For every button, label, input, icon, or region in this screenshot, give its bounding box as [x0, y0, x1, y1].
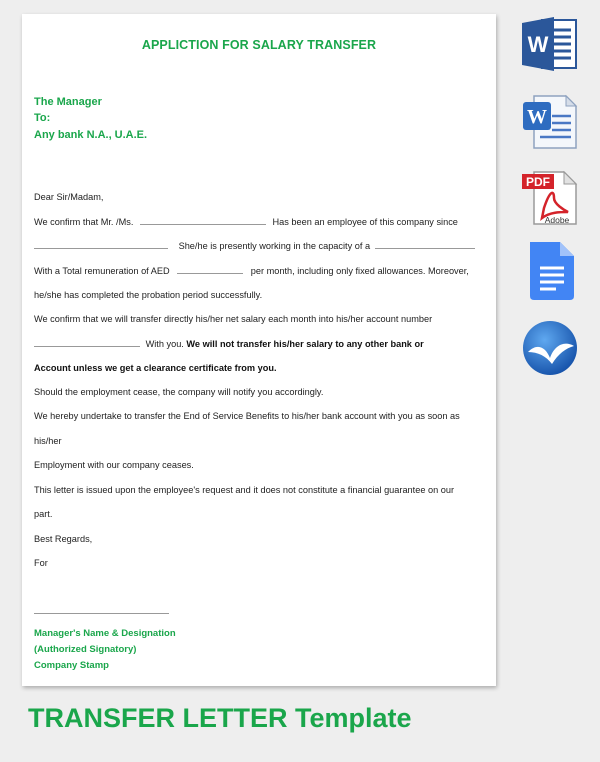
salutation: Dear Sir/Madam, — [34, 192, 104, 202]
body-line-9: We hereby undertake to transfer the End of Service Benefits to his/her bank account with you as soon as — [34, 411, 460, 421]
openoffice-icon[interactable] — [520, 318, 580, 378]
signature-line — [34, 613, 169, 614]
svg-text:W: W — [527, 32, 549, 57]
body-bold-text: We will not transfer his/her salary to any other bank or — [186, 339, 424, 349]
body-text: With a Total remuneration of AED — [34, 266, 170, 276]
body-text: per month, including only fixed allowances. Moreover, — [250, 266, 469, 276]
body-line-4: he/she has completed the probation period successfully. — [34, 290, 263, 300]
svg-text:PDF: PDF — [526, 175, 550, 189]
body-line-7: Account unless we get a clearance certificate from you. — [34, 363, 277, 373]
template-title: TRANSFER LETTER Template — [28, 703, 412, 733]
body-line-12: This letter is issued upon the employee's request and it does not constitute a financial guarantee on our — [34, 485, 455, 495]
recipient-line-2: To: — [34, 112, 51, 124]
body-line-13: part. — [34, 509, 53, 519]
for-line: For — [34, 558, 48, 568]
closing: Best Regards, — [34, 534, 93, 544]
position-blank — [375, 240, 475, 249]
account-number-blank — [34, 338, 140, 347]
pdf-icon[interactable] — [520, 168, 580, 228]
body-line-3 — [34, 265, 469, 276]
body-line-6 — [34, 338, 424, 349]
body-line-2 — [34, 240, 475, 251]
signature-role: (Authorized Signatory) — [34, 644, 137, 655]
body-line-1 — [34, 216, 458, 227]
body-line-11: Employment with our company ceases. — [34, 460, 194, 470]
body-line-10: his/her — [34, 436, 62, 446]
word-2003-icon[interactable] — [520, 92, 580, 152]
body-text: Has been an employee of this company since — [272, 217, 458, 227]
body-line-8: Should the employment cease, the company will notify you accordingly. — [34, 387, 324, 397]
employee-name-blank — [140, 216, 266, 225]
company-stamp: Company Stamp — [34, 660, 109, 671]
body-text: With you. — [145, 339, 184, 349]
document-page — [22, 14, 496, 686]
recipient-line-1: The Manager — [34, 96, 102, 108]
body-text: She/he is presently working in the capacity of a — [178, 241, 371, 251]
employment-date-blank — [34, 240, 168, 249]
svg-text:W: W — [527, 106, 547, 128]
remuneration-blank — [177, 265, 243, 274]
body-line-5: We confirm that we will transfer directly his/her net salary each month into his/her account number — [34, 314, 433, 324]
body-text: We confirm that Mr. /Ms. — [34, 217, 134, 227]
document-title: APPLICTION FOR SALARY TRANSFER — [141, 38, 377, 52]
word-2013-icon[interactable] — [520, 14, 580, 74]
google-docs-icon[interactable] — [520, 240, 580, 300]
svg-text:Adobe: Adobe — [544, 215, 570, 225]
recipient-line-3: Any bank N.A., U.A.E. — [34, 129, 148, 141]
signature-name: Manager's Name & Designation — [34, 628, 176, 639]
